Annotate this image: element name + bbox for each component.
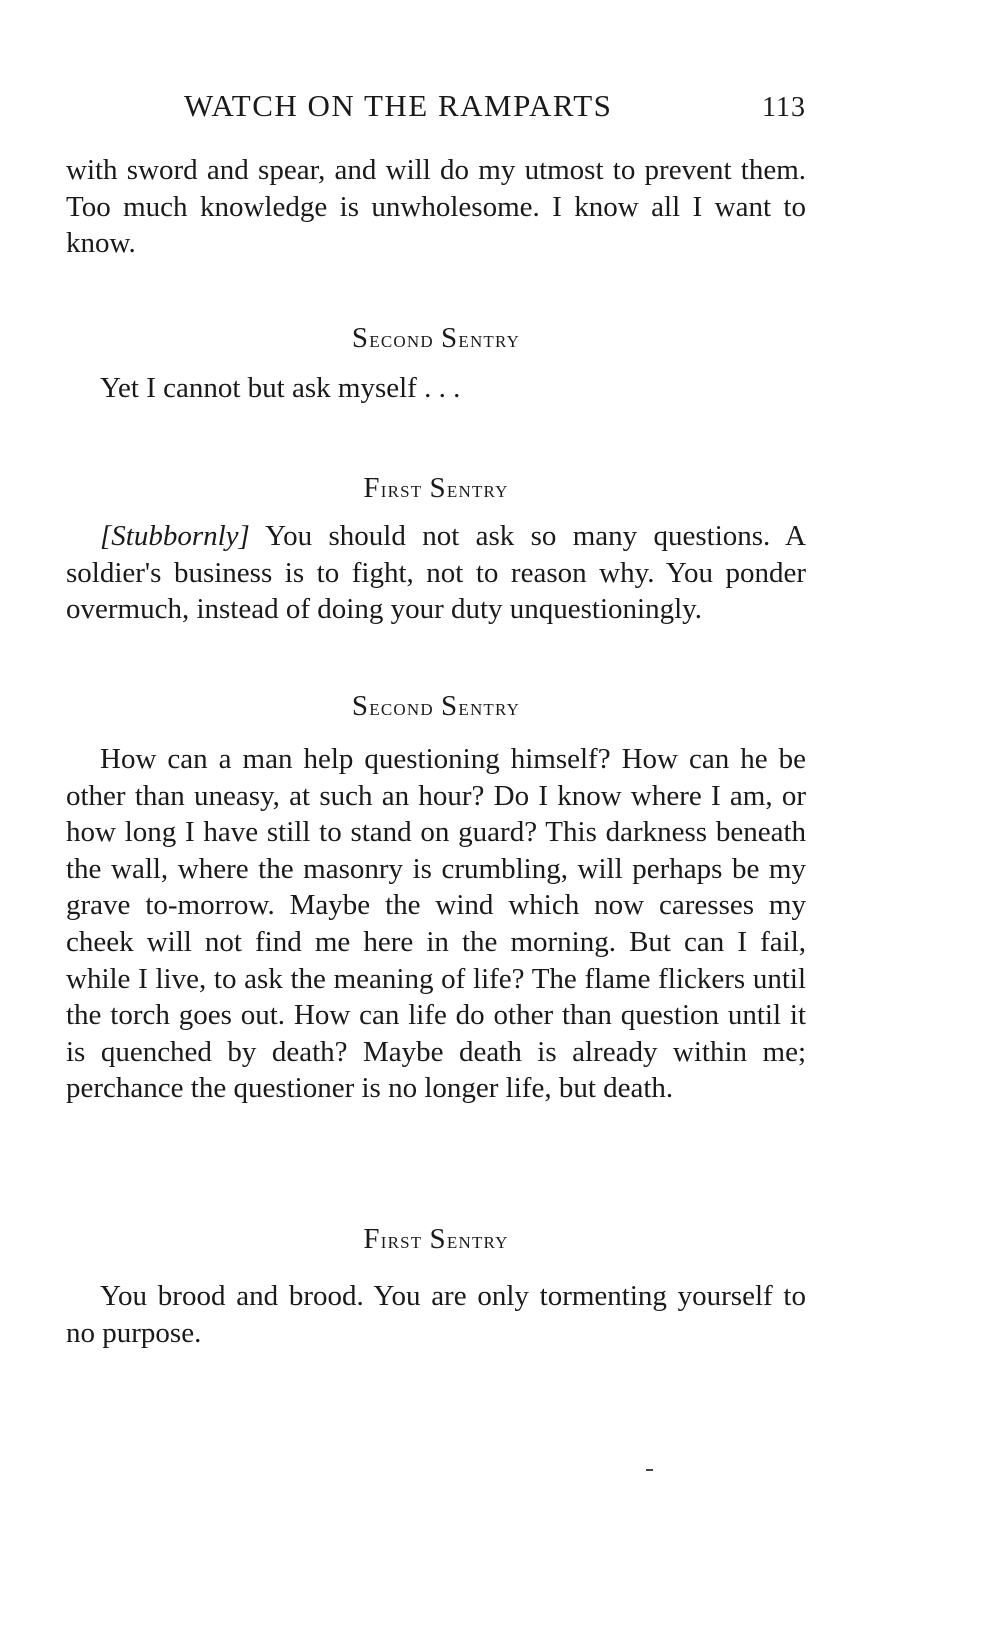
speech-first-sentry-1: [Stubbornly] You should not ask so many questions. A soldier's business is to fight, not to reason why. You ponder overmuch, instead of doing your duty unquestioningly. (66, 520, 806, 626)
speaker-heading-second-sentry: Second Sentry (351, 690, 521, 722)
speech-first-sentry-2: You brood and brood. You are only tormenting yourself to no purpose. (66, 1280, 806, 1349)
running-title: WATCH ON THE RAMPARTS (184, 88, 613, 123)
running-head (66, 88, 806, 128)
page-number: 113 (762, 92, 806, 123)
continuation-paragraph: with sword and spear, and will do my utmost to prevent them. Too much knowledge is unwholesome. I know all I want to know. (66, 154, 806, 260)
speaker-heading-first-sentry: First Sentry (363, 1223, 509, 1255)
speech-second-sentry-1: Yet I cannot but ask myself . . . (100, 372, 461, 404)
speech-second-sentry-2: How can a man help questioning himself? How can he be other than uneasy, at such an hour? Do I know where I am, or how long I have still to stand on guard? This darkness beneath the wall, where the masonry is crumbling, will perhaps be my grave to-morrow. Maybe the wind which now caresses my cheek will not find me here in the morning. But can I fail, while I live, to ask the meaning of life? The flame flickers until the torch goes out. How can life do other than question until it is quenched by death? Maybe death is already within me; perchance the questioner is no longer life, but death. (66, 743, 806, 1105)
stage-direction: [Stubbornly] (100, 520, 250, 552)
print-speck (646, 1469, 653, 1471)
speaker-heading-second-sentry: Second Sentry (351, 322, 521, 354)
speaker-heading-first-sentry: First Sentry (363, 472, 509, 504)
